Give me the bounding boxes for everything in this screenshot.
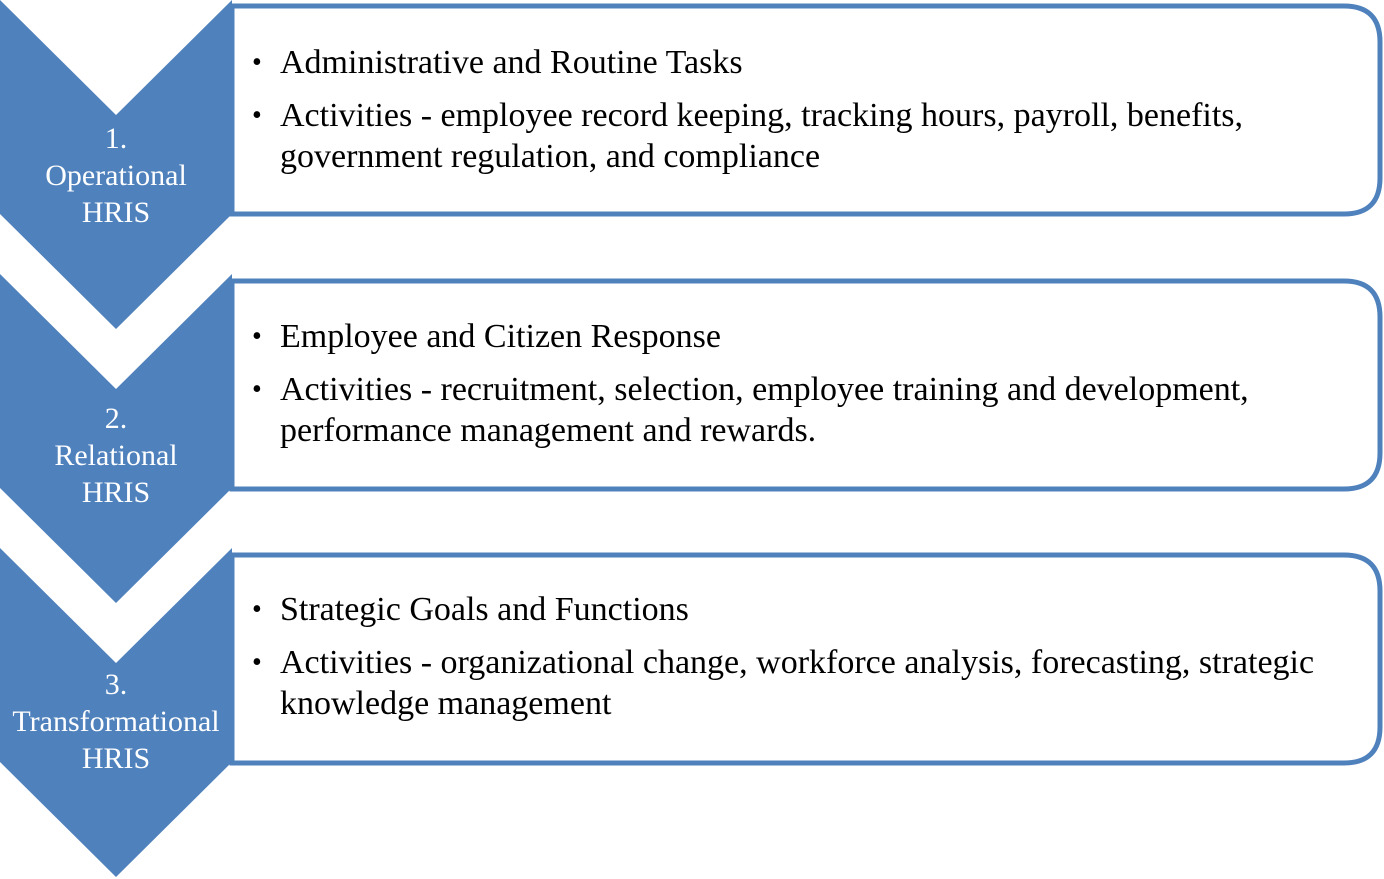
bullet-icon: •: [252, 47, 262, 78]
bullet-icon: •: [252, 594, 262, 625]
list-item: [252, 95, 1342, 177]
level-1-name: Operational: [45, 159, 187, 192]
level-3-bullet-list: [252, 589, 1342, 736]
list-item: [252, 642, 1342, 724]
list-item: [252, 316, 1342, 357]
bullet-icon: •: [252, 374, 262, 405]
level-1-bullet-list: [252, 42, 1342, 189]
bullet-text: Activities - employee record keeping, tracking hours, payroll, benefits, government regulation, and compliance: [280, 97, 1244, 175]
level-2-bullet-list: [252, 316, 1342, 463]
level-2-label: [0, 400, 232, 511]
bullet-text: Administrative and Routine Tasks: [280, 44, 743, 81]
bullet-icon: •: [252, 647, 262, 678]
bullet-text: Strategic Goals and Functions: [280, 591, 689, 628]
level-1-suffix: HRIS: [81, 196, 151, 229]
level-2-number: 2.: [104, 402, 128, 435]
level-1-label: [0, 120, 232, 231]
bullet-text: Activities - organizational change, workforce analysis, forecasting, strategic knowledge management: [280, 644, 1315, 722]
list-item: [252, 589, 1342, 630]
level-1-number: 1.: [104, 122, 128, 155]
list-item: [252, 42, 1342, 83]
level-3-name: Transformational: [12, 705, 220, 738]
bullet-text: Activities - recruitment, selection, employee training and development, performance management and rewards.: [280, 371, 1249, 449]
level-3-suffix: HRIS: [81, 742, 151, 775]
bullet-icon: •: [252, 321, 262, 352]
level-3-label: [0, 666, 232, 777]
level-2-name: Relational: [54, 439, 178, 472]
bullet-text: Employee and Citizen Response: [280, 318, 721, 355]
list-item: [252, 369, 1342, 451]
level-2-suffix: HRIS: [81, 476, 151, 509]
bullet-icon: •: [252, 100, 262, 131]
level-3-number: 3.: [104, 668, 128, 701]
